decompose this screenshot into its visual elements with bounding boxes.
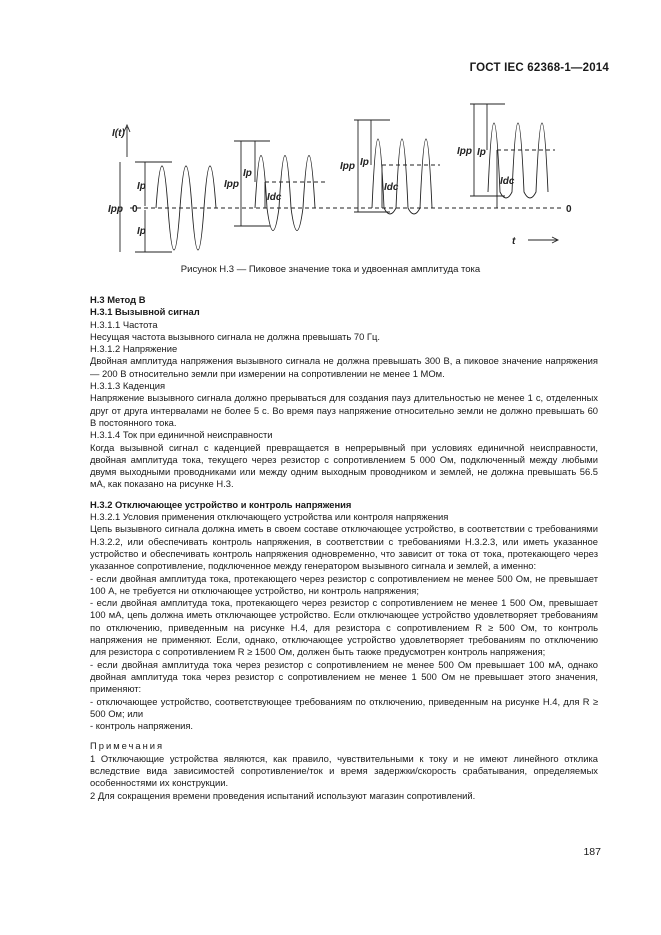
paragraph: Н.3.1.2 Напряжение (90, 343, 178, 355)
figure-current-waveforms (100, 92, 580, 260)
section-heading: Н.3 Метод В (90, 294, 146, 305)
svg-text:Ip: Ip (360, 157, 369, 168)
paragraph: - отключающее устройство, соответствующее требованиям по отключению, приведенным на рисунке Н.4, для R ≥ 500 Ом; или (90, 695, 598, 719)
svg-text:Ipp: Ipp (108, 204, 123, 215)
paragraph: Когда вызывной сигнал с каденцией превращается в непрерывный при условиях единичной неисправности, двойная амплитуда тока, текущего через резистор с сопротивлением 5 000 Ом, подключенный между любыми двумя выходными проводниками или между одним выходным проводником и землей, не должна превышать 56.5 мА, как показано на рисунке Н.3. (90, 441, 598, 490)
paragraph: Н.3.1.3 Каденция (90, 380, 166, 392)
svg-text:0: 0 (132, 204, 138, 215)
svg-text:Idc: Idc (267, 192, 282, 203)
figure-caption: Рисунок Н.3 — Пиковое значение тока и удвоенная амплитуда тока (180, 264, 481, 275)
svg-text:Ipp: Ipp (457, 146, 472, 157)
paragraph: - контроль напряжения. (90, 720, 194, 732)
waveform-diagram (100, 92, 580, 260)
svg-text:Ip: Ip (137, 226, 146, 237)
document-header: ГОСТ IEC 62368-1—2014 (469, 62, 609, 74)
svg-text:Ipp: Ipp (340, 161, 355, 172)
section-heading: Н.3.1 Вызывной сигнал (90, 306, 200, 318)
document-body (90, 294, 598, 802)
axis-label: I(t) (112, 128, 125, 139)
paragraph: 2 Для сокращения времени проведения испытаний используют магазин сопротивлений. (90, 789, 476, 801)
paragraph: Н.3.1.4 Ток при единичной неисправности (90, 429, 273, 441)
svg-text:Idc: Idc (500, 176, 515, 187)
paragraph: Цепь вызывного сигнала должна иметь в своем составе отключающее устройство, в соответствии с требованиями Н.3.2.2, или обеспечивать контроль напряжения, в соответствии с требованиями Н.3.2.3, или иметь указанное устройство и обеспечивать контроль напряжения одновременно, что зависит от тока от тока, протекающего через указанное сопротивление, подключенное между генератором вызывного сигнала и землей, а именно: (90, 523, 598, 572)
svg-text:Ip: Ip (243, 168, 252, 179)
paragraph: - если двойная амплитуда тока, протекающего через резистор с сопротивлением не менее 1 500 Ом, превышает 100 мА, цепь должна иметь отключающее устройство. Если отключающее устройство удовлетворяет требованиям по отключению, приведенным на рисунке Н.4, для резистора с сопротивлением R ≥ 500 Ом, то контроль напряжения не применяют. Если, однако, отключающее устройство удовлетворяет требованиям по отключению для резистора с сопротивлением R ≥ 1500 Ом, должен быть также предусмотрен контроль напряжения; (90, 597, 598, 658)
paragraph: - если двойная амплитуда тока через резистор с сопротивлением не менее 500 Ом превышает 100 мА, однако двойная амплитуда тока через резистор с сопротивлением не менее 1 500 Ом не превышает этого значения, применяют: (90, 658, 598, 695)
paragraph: Н.3.1.1 Частота (90, 318, 158, 330)
paragraph: Н.3.2.1 Условия применения отключающего устройства или контроля напряжения (90, 511, 449, 523)
svg-text:Ipp: Ipp (224, 179, 239, 190)
wave-2 (255, 156, 315, 231)
svg-text:Ip: Ip (477, 147, 486, 158)
section-heading: Н.3.2 Отключающее устройство и контроль напряжения (90, 498, 352, 510)
paragraph: Несущая частота вызывного сигнала не должна превышать 70 Гц. (90, 330, 380, 342)
paragraph: Напряжение вызывного сигнала должно прерываться для создания пауз длительностью не менее 1 с, отделенных друг от друга интервалами не более 5 с. Во время пауз напряжение относительно земли не должно превышать 60 В постоянного тока. (90, 392, 598, 428)
time-label: t (512, 236, 516, 247)
paragraph: 1 Отключающие устройства являются, как правило, чувствительными к току и не имеют линейного отклика вследствие вида зависимостей сопротивление/ток и время задержки/скорость срабатывания, определяемых особенностями их конструкции. (90, 752, 598, 789)
paragraph: - если двойная амплитуда тока, протекающего через резистор с сопротивлением не менее 500 Ом, не превышает 100 А, не требуется ни отключающее устройство, ни контроль напряжения; (90, 572, 598, 596)
svg-text:Ip: Ip (137, 181, 146, 192)
notes-title: Примечания (90, 740, 165, 752)
svg-text:Idc: Idc (384, 182, 399, 193)
svg-text:0: 0 (566, 204, 572, 215)
wave-3 (372, 139, 432, 214)
paragraph: Двойная амплитуда напряжения вызывного сигнала не должна превышать 300 В, а пиковое значение напряжения — 200 В относительно земли при измерении на сопротивлении не менее 1 МОм. (90, 355, 598, 379)
page-number: 187 (583, 846, 601, 858)
